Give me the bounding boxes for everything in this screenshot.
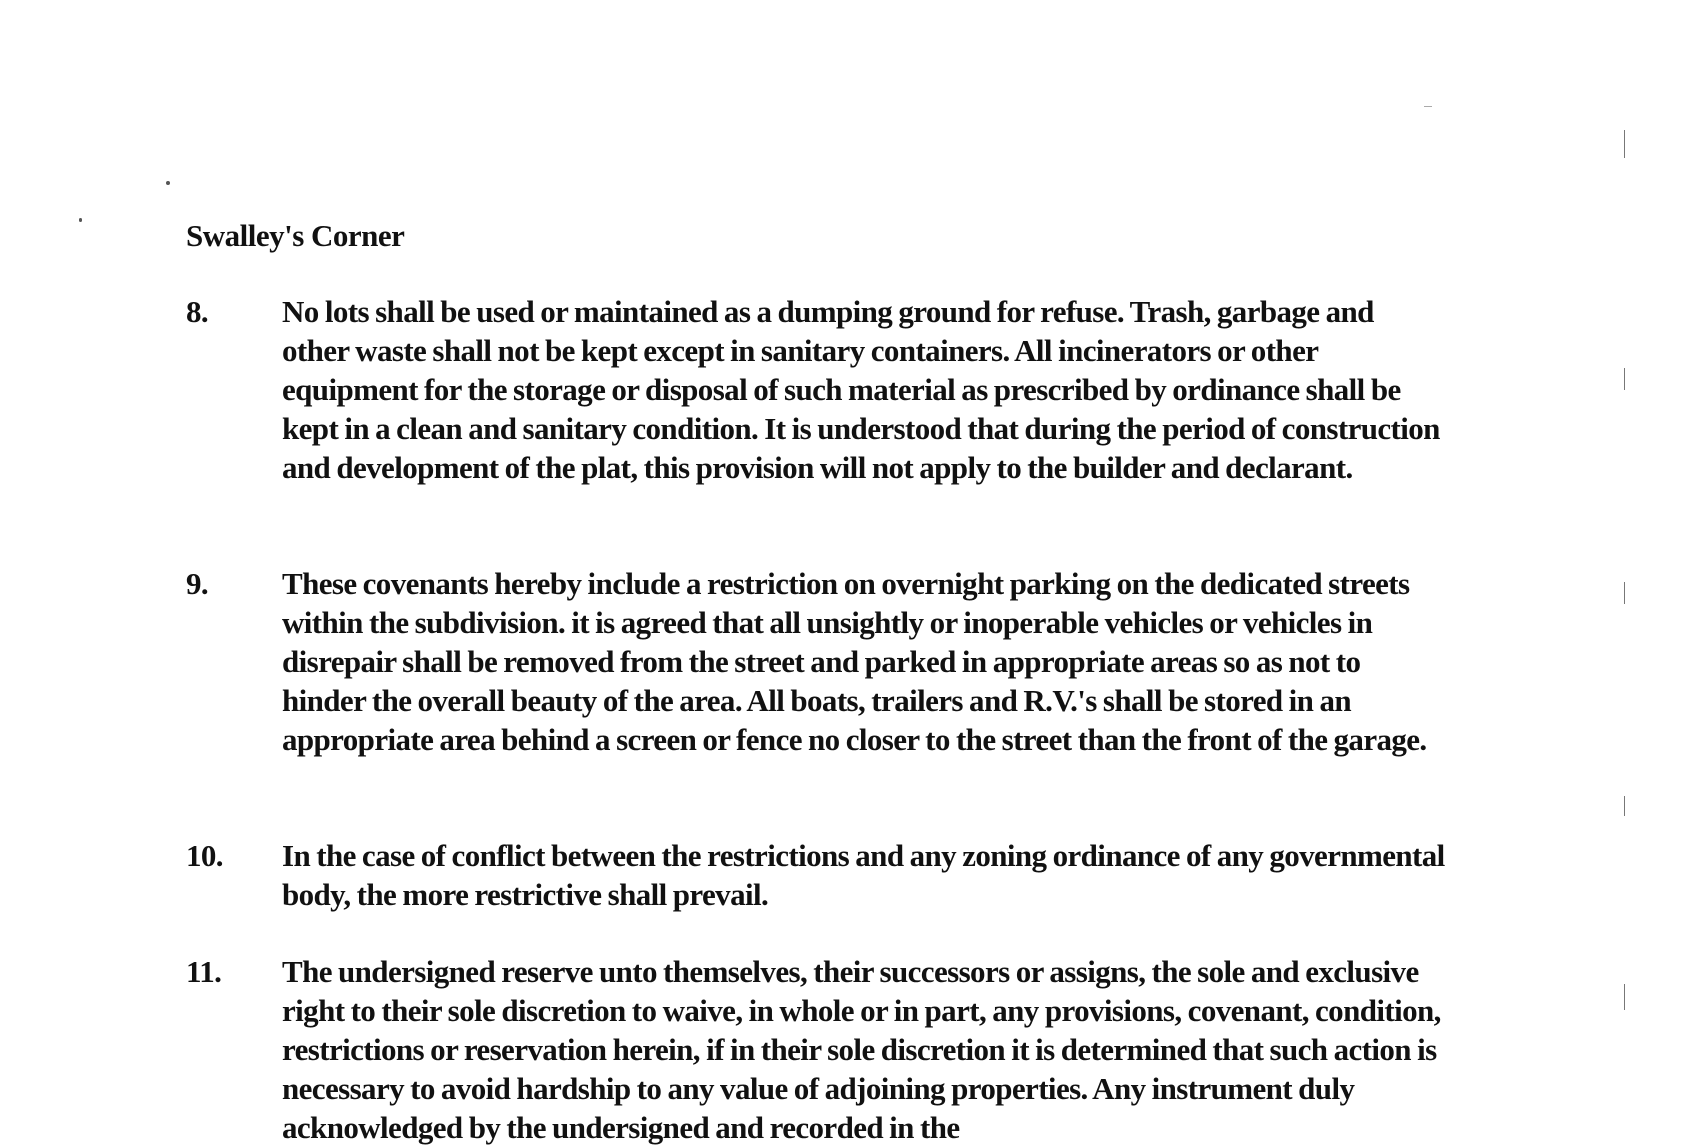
item-text: In the case of conflict between the restrictions and any zoning ordinance of any governmental body, the more restrictive shall prevail. — [282, 838, 1445, 912]
scan-tick — [1624, 984, 1625, 1010]
item-text: These covenants hereby include a restriction on overnight parking on the dedicated streets within the subdivision. it is agreed that all unsightly or inoperable vehicles or vehicles in disrepair shall be removed from the street and parked in appropriate areas so as not to hinder the overall beauty of the area. All boats, trailers and R.V.'s shall be stored in an appropriate area behind a screen or fence no closer to the street than the front of the garage. — [282, 566, 1427, 757]
item-text: No lots shall be used or maintained as a dumping ground for refuse. Trash, garbage and other waste shall not be kept except in sanitary containers. All incinerators or other equipment for the storage or disposal of such material as prescribed by ordinance shall be kept in a clean and sanitary condition. It is understood that during the period of construction and development of the plat, this provision will not apply to the builder and declarant. — [282, 294, 1440, 485]
scan-dash — [1424, 106, 1432, 107]
scan-tick — [1624, 582, 1625, 604]
scan-tick — [1624, 796, 1625, 816]
scan-speck — [166, 181, 170, 185]
scan-speck — [79, 218, 82, 222]
item-text: The undersigned reserve unto themselves, their successors or assigns, the sole and exclusive right to their sole discretion to waive, in whole or in part, any provisions, covenant, condition, restrictions or reservation herein, if in their sole discretion it is determined that such action is necessary to avoid hardship to any value of adjoining properties. Any instrument duly acknowledged by the undersigned and recorded in the — [282, 954, 1441, 1145]
item-number: 10. — [186, 838, 223, 873]
item-number: 8. — [186, 294, 209, 329]
item-number: 11. — [186, 954, 222, 989]
scan-tick — [1624, 130, 1625, 158]
scan-tick — [1624, 368, 1625, 390]
document-title: Swalley's Corner — [186, 218, 405, 253]
item-number: 9. — [186, 566, 209, 601]
